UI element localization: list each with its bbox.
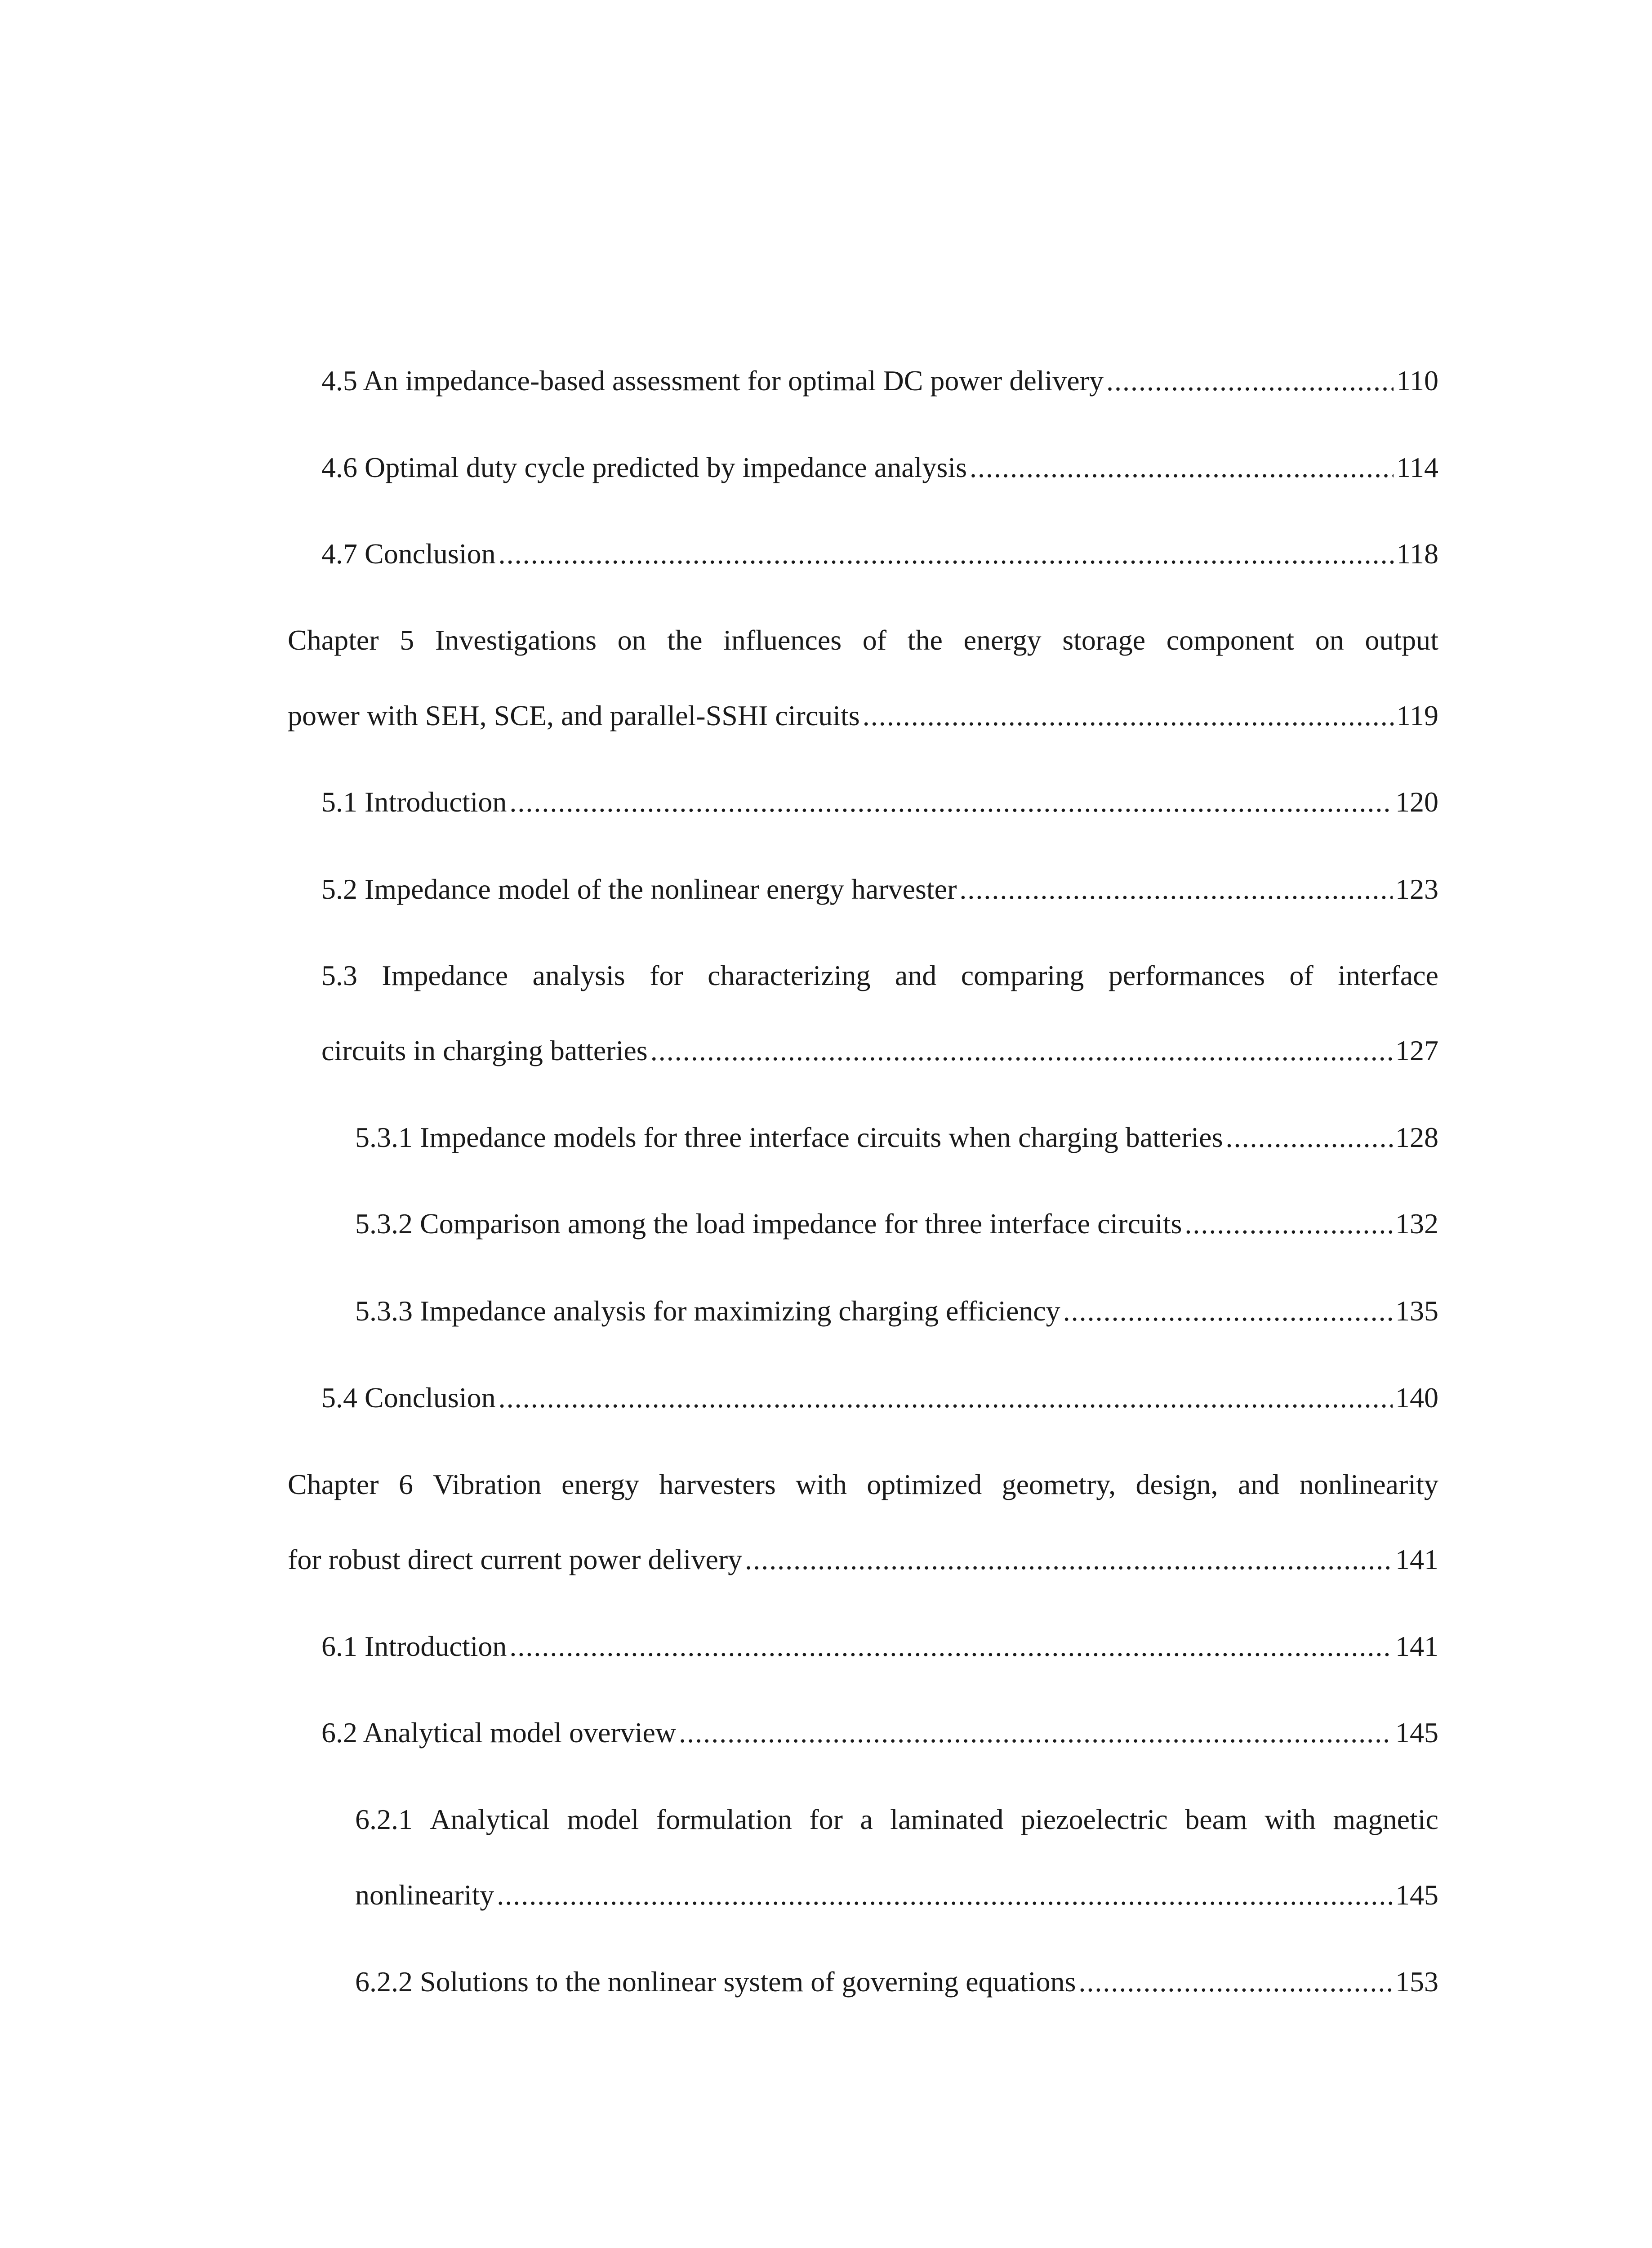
- toc-entry-title: 5.1 Introduction: [321, 786, 507, 818]
- toc-title-word: Chapter: [288, 624, 379, 656]
- toc-title-word: formulation: [656, 1803, 792, 1835]
- toc-title-word: 6: [398, 1468, 413, 1500]
- toc-page-number: 123: [1395, 873, 1438, 905]
- toc-entry-title: 5.3.1 Impedance models for three interface circuits when charging batteries: [355, 1121, 1223, 1153]
- toc-title-word: the: [907, 624, 943, 656]
- toc-entry-title: 4.6 Optimal duty cycle predicted by impedance analysis: [321, 451, 967, 483]
- toc-title-word: for: [650, 959, 683, 991]
- toc-title-word: energy: [963, 624, 1042, 656]
- toc-page-number: 132: [1395, 1208, 1438, 1240]
- dot-leader: [499, 540, 1394, 568]
- toc-title-word: design,: [1135, 1468, 1218, 1500]
- toc-entry-title: 4.7 Conclusion: [321, 538, 496, 570]
- toc-entry[interactable]: [355, 1297, 1438, 1325]
- dot-leader: [499, 1383, 1393, 1412]
- toc-entry-title: circuits in charging batteries: [321, 1035, 648, 1066]
- toc-title-word: optimized: [867, 1468, 982, 1500]
- toc-entry-title-line1: [355, 1805, 1438, 1834]
- dot-leader: [1078, 1967, 1393, 1996]
- toc-title-word: 5.3: [321, 959, 357, 991]
- dot-leader: [509, 1632, 1393, 1661]
- toc-title-word: performances: [1108, 959, 1265, 991]
- toc-entry-title: 5.2 Impedance model of the nonlinear energy harvester: [321, 873, 957, 905]
- toc-title-word: magnetic: [1333, 1803, 1438, 1835]
- toc-title-word: comparing: [961, 959, 1084, 991]
- toc-title-word: component: [1166, 624, 1295, 656]
- toc-title-word: 5: [400, 624, 414, 656]
- toc-entry-title: 6.2.2 Solutions to the nonlinear system of governing equations: [355, 1966, 1076, 1998]
- toc-entry[interactable]: [355, 1967, 1438, 1996]
- toc-title-word: piezoelectric: [1020, 1803, 1168, 1835]
- toc-title-word: for: [809, 1803, 843, 1835]
- toc-title-word: analysis: [532, 959, 625, 991]
- toc-title-word: with: [796, 1468, 847, 1500]
- toc-entry-title-line1: [321, 961, 1438, 990]
- toc-entry[interactable]: [355, 1123, 1438, 1152]
- toc-page-number: 153: [1395, 1966, 1438, 1998]
- toc-title-word: Chapter: [288, 1468, 379, 1500]
- toc-entry[interactable]: [321, 453, 1438, 482]
- toc-page-number: 141: [1395, 1630, 1438, 1662]
- toc-title-word: and: [1238, 1468, 1280, 1500]
- toc-entry-title-line1: [288, 626, 1438, 655]
- toc-entry-title: 6.2 Analytical model overview: [321, 1717, 677, 1748]
- toc-entry[interactable]: [321, 875, 1438, 904]
- toc-entry-title: power with SEH, SCE, and parallel-SSHI circuits: [288, 700, 860, 731]
- toc-page-number: 145: [1395, 1717, 1438, 1748]
- toc-title-word: of: [1289, 959, 1314, 991]
- dot-leader: [959, 875, 1393, 904]
- toc-title-word: interface: [1338, 959, 1438, 991]
- toc-chapter-entry-continued[interactable]: [288, 1545, 1438, 1574]
- toc-page-number: 128: [1395, 1121, 1438, 1153]
- toc-page-number: 135: [1395, 1295, 1438, 1327]
- toc-title-word: with: [1265, 1803, 1316, 1835]
- toc-title-word: Analytical: [430, 1803, 550, 1835]
- toc-title-word: model: [567, 1803, 639, 1835]
- toc-entry-title: 5.3.2 Comparison among the load impedance for three interface circuits: [355, 1208, 1182, 1240]
- toc-page-number: 119: [1396, 700, 1438, 731]
- toc-title-word: influences: [723, 624, 842, 656]
- toc-entry-title: 5.3.3 Impedance analysis for maximizing charging efficiency: [355, 1295, 1060, 1327]
- dot-leader: [1063, 1297, 1393, 1325]
- toc-entry-continued[interactable]: [321, 1036, 1438, 1065]
- toc-entry-title: 4.5 An impedance-based assessment for optimal DC power delivery: [321, 365, 1104, 397]
- toc-page-number: 127: [1395, 1035, 1438, 1066]
- toc-chapter-entry-continued[interactable]: [288, 701, 1438, 730]
- dot-leader: [1184, 1209, 1393, 1238]
- toc-entry[interactable]: [321, 540, 1438, 568]
- toc-entry-title: 6.1 Introduction: [321, 1630, 507, 1662]
- toc-entry[interactable]: [321, 1632, 1438, 1661]
- toc-title-word: nonlinearity: [1299, 1468, 1438, 1500]
- toc-title-word: a: [860, 1803, 873, 1835]
- toc-entry[interactable]: [321, 1718, 1438, 1747]
- toc-title-word: characterizing: [708, 959, 871, 991]
- toc-title-word: on: [1315, 624, 1344, 656]
- dot-leader: [679, 1718, 1393, 1747]
- toc-entry[interactable]: [355, 1805, 1438, 1834]
- toc-title-word: output: [1365, 624, 1438, 656]
- toc-chapter-entry[interactable]: [288, 626, 1438, 655]
- toc-entry[interactable]: [321, 788, 1438, 816]
- toc-page-number: 114: [1396, 451, 1438, 483]
- toc-title-word: laminated: [890, 1803, 1004, 1835]
- toc-title-word: the: [667, 624, 703, 656]
- toc-title-word: 6.2.1: [355, 1803, 413, 1835]
- toc-page-number: 141: [1395, 1543, 1438, 1575]
- toc-entry-title: 5.4 Conclusion: [321, 1382, 496, 1414]
- toc-chapter-entry[interactable]: [288, 1470, 1438, 1499]
- toc-title-word: Vibration: [433, 1468, 542, 1500]
- toc-title-word: and: [895, 959, 937, 991]
- toc-title-word: storage: [1062, 624, 1146, 656]
- toc-entry[interactable]: [321, 366, 1438, 395]
- toc-entry[interactable]: [321, 961, 1438, 990]
- dot-leader: [509, 788, 1393, 816]
- dot-leader: [1106, 366, 1394, 395]
- toc-page-number: 110: [1396, 365, 1438, 397]
- toc-title-word: harvesters: [659, 1468, 776, 1500]
- toc-title-word: on: [617, 624, 646, 656]
- toc-title-word: of: [862, 624, 887, 656]
- toc-title-word: Impedance: [382, 959, 508, 991]
- toc-page-number: 118: [1396, 538, 1438, 570]
- toc-entry[interactable]: [321, 1383, 1438, 1412]
- dot-leader: [863, 701, 1394, 730]
- toc-title-word: geometry,: [1002, 1468, 1116, 1500]
- dot-leader: [970, 453, 1394, 482]
- dot-leader: [497, 1881, 1393, 1909]
- dot-leader: [745, 1545, 1393, 1574]
- toc-page-number: 140: [1395, 1382, 1438, 1414]
- toc-entry[interactable]: [355, 1209, 1438, 1238]
- toc-title-word: Investigations: [435, 624, 597, 656]
- toc-entry-continued[interactable]: [355, 1881, 1438, 1909]
- toc-entry-title: for robust direct current power delivery: [288, 1543, 743, 1575]
- dot-leader: [650, 1036, 1393, 1065]
- toc-entry-title-line1: [288, 1470, 1438, 1499]
- toc-page-number: 145: [1395, 1879, 1438, 1911]
- toc-page-number: 120: [1395, 786, 1438, 818]
- dot-leader: [1225, 1123, 1393, 1152]
- toc-title-word: energy: [561, 1468, 640, 1500]
- toc-entry-title: nonlinearity: [355, 1879, 494, 1911]
- toc-title-word: beam: [1185, 1803, 1247, 1835]
